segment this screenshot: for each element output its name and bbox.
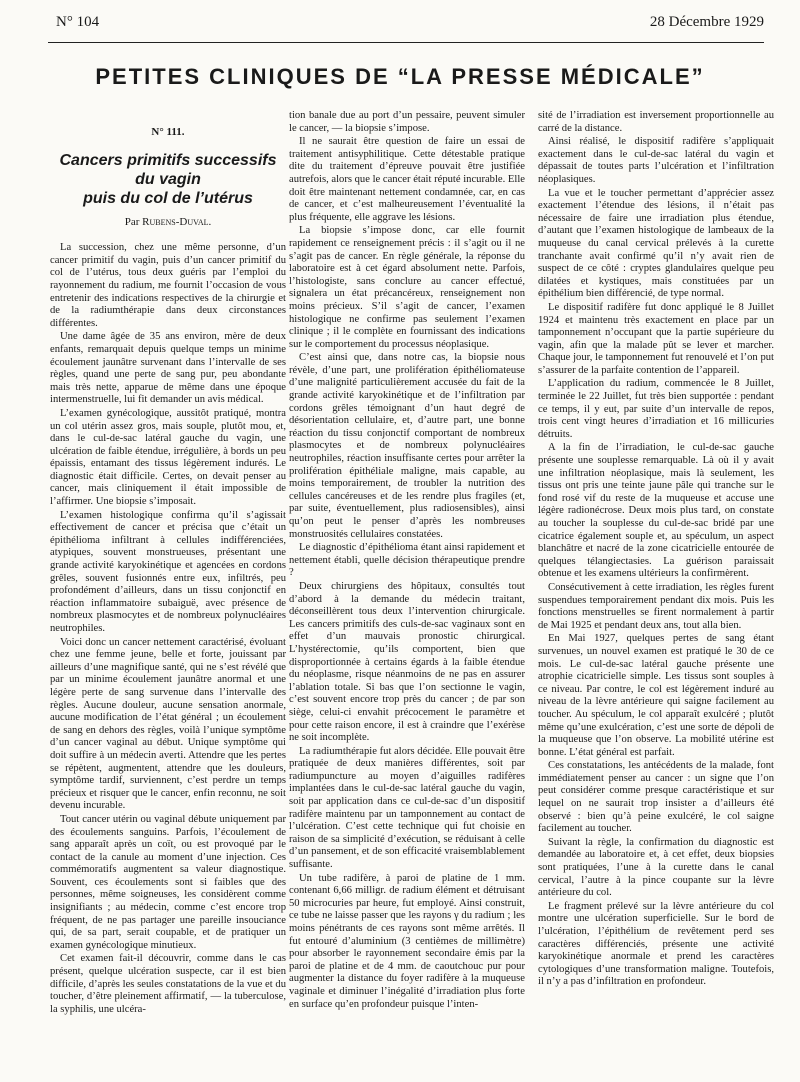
paragraph: En Mai 1927, quelques pertes de sang étant survenues, un nouvel examen est pratiqué le 30 de ce mois. Le cul-de-sac latéral gauche présente une atrophie cicatricielle simple. Les tissus sont souples à ce niveau. Par contre, le col est légèrement induré au niveau de la lèvre antérieure qui saigne facilement au toucher. Au spéculum, le col apparaît exulcéré ; plutôt même qu’une exulcération, c’est une sorte de dépoli de la muqueuse que l’on observe. La mobilité utérine est bonne. L’état général est parfait. (538, 633, 774, 758)
paragraph: Une dame âgée de 35 ans environ, mère de deux enfants, remarquait depuis quelque temps un minime écoulement jaunâtre survenant dans l’intervalle de ses règles, quand une perte de sang pur, peu abondante mais très nette, apparue de même dans une époque intermenstruelle, lui fit demander un avis médical. (50, 331, 286, 406)
paragraph: Le fragment prélevé sur la lèvre antérieure du col montre une ulcération superficielle. Sur le bord de l’ulcération, l’épithélium de revêtement perd ses caractères différenciés, présente une activité karyokinétique anormale et prend les caractères cytologiques d’une transformation maligne. Toutefois, il n’y a pas d’infiltration en profondeur. (538, 900, 774, 988)
paragraph: Ces constatations, les antécédents de la malade, font immédiatement penser au cancer : un signe que l’on peut considérer comme presque caractéristique et sur lequel on ne saurait trop insister a d’ailleurs été observé : bien qu’à peine exulcéré, le col saigne facilement au toucher. (538, 760, 774, 835)
page-header (56, 14, 764, 38)
paragraph: Deux chirurgiens des hôpitaux, consultés tout d’abord à la demande du médecin traitant, déconseillèrent tous deux l’intervention chirurgicale. Les cancers primitifs des culs-de-sac vaginaux sont en effet d’un mauvais pronostic chirurgical. L’hystérectomie, qu’ils comportent, bien que disproportionnée à certains égards à la faible étendue du néoplasme, risque néanmoins de ne pas en assurer l’ablation totale. Si bas que l’on sectionne le vagin, c’est souvent encore trop près du cancer ; de par son siège, celui-ci envahit précocement le paramètre et pour cette raison encore, il est à craindre que l’exérèse ne soit incomplète. (289, 580, 525, 744)
paragraph: Il ne saurait être question de faire un essai de traitement antisyphilitique. Cette détestable pratique dite du traitement d’épreuve pouvait être justifiée autrefois, alors que le cancer était réputé incurable. Elle doit être maintenant nettement condamnée, car, en cas de cancer, et c’est malheureusement l’éventualité la plus fréquente, elle aggrave les lésions. (289, 136, 525, 223)
article-title-line: du vagin (135, 170, 201, 188)
column-1 (50, 122, 286, 1017)
article-number: N° 111. (151, 126, 185, 138)
paragraph: tion banale due au port d’un pessaire, peuvent simuler le cancer, — la biopsie s’impose. (289, 110, 525, 134)
paragraph: L’examen gynécologique, aussitôt pratiqué, montra un col utérin assez gros, mais souple, plutôt mou, et, dans le cul-de-sac latéral gauche du vagin, une ulcération de faible étendue, irrégulière, à bords un peu épaissis, entamant des tissus légèrement indurés. Le diagnostic était difficile. Certes, on devait penser au cancer, mais cliniquement il était impossible de l’affirmer. Une biopsie s’imposait. (50, 407, 286, 508)
article-title-line: puis du col de l’utérus (83, 189, 253, 207)
header-rule (48, 42, 764, 43)
paragraph: C’est ainsi que, dans notre cas, la biopsie nous révèle, d’une part, une prolifération épithéliomateuse d’une malignité particulièrement accusée du fait de la grande activité karyokinétique et de l’infiltration par cordons grêles témoignant d’un haut degré de désorientation cellulaire, et, d’autre part, une bonne réaction du tissu conjonctif comportant de nombreux plasmocytes et de nombreux polynucléaires neutrophiles, réaction insuffisante certes pour arrêter la prolifération épithéliale maligne, mais capable, au moins temporairement, de troubler la nutrition des cellules cancéreuses et de les rendre plus fragiles (et, par suite, éventuellement, plus radiosensibles), ainsi qu’on peut le penser d’après les nombreuses monstruosités cellulaires constatées. (289, 352, 525, 540)
paragraph: sité de l’irradiation est inversement proportionnelle au carré de la distance. (538, 110, 774, 134)
paragraph: L’examen histologique confirma qu’il s’agissait effectivement de cancer et précisa que c’était un épithélioma infiltrant à cellules indifférenciées, atypiques, souvent monstrueuses, présentant une grande activité karyokinétique et agencées en cordons grêles, souvent fusionnés entre eux, infiltrés, peu profondément d’ailleurs, dans un tissu conjonctif en réaction inflammatoire subaiguë, avec présence de nombreux plasmocytes et de nombreux polynucléaires neutrophiles. (50, 509, 286, 634)
issue-number: N° 104 (56, 14, 100, 30)
paragraph: Un tube radifère, à paroi de platine de 1 mm. contenant 6,66 milligr. de radium élément et détruisant 50 microcuries par heure, fut employé. Ainsi construit, ce tube ne laisse passer que les rayons γ du radium ; les moins pénétrants de ces rayons sont même arrêtés. Il fut entouré d’aluminium (3 centièmes de millimètre) pour absorber le rayonnement secondaire émis par la paroi de platine et de 4 mm. de caoutchouc pur pour augmenter la distance du foyer radifère à la muqueuse vaginale et diminuer l’inégalité d’irradiation plus forte en surface qu’en profondeur puisque l’inten- (289, 872, 525, 1010)
paragraph: Ainsi réalisé, le dispositif radifère s’appliquait exactement dans le cul-de-sac latéral du vagin et dépassait de toutes parts l’ulcération et l’infiltration néoplasiques. (538, 136, 774, 185)
paragraph: La succession, chez une même personne, d’un cancer primitif du vagin, puis d’un cancer primitif du col de l’utérus, tous deux guéris par l’emploi du rayonnement du radium, me fournit l’occasion de vous entretenir des indications respectives de la chirurgie et de la radiumthérapie dans deux circonstances différentes. (50, 242, 286, 329)
paragraph: Consécutivement à cette irradiation, les règles furent suspendues temporairement pendant dix mois. Puis les fonctions menstruelles se firent normalement à partir de Mai 1925 et pendant deux ans, tout alla bien. (538, 581, 774, 631)
section-title: PETITES CLINIQUES DE “LA PRESSE MÉDICALE” (95, 64, 705, 89)
paragraph: L’application du radium, commencée le 8 Juillet, terminée le 22 Juillet, fut très bien supportée : pendant ce temps, il y eut, par suite d’un intervalle de repos, trois cent vingt heures d’irradiation et 16 millicuries détruits. (538, 378, 774, 440)
paragraph: Le dispositif radifère fut donc appliqué le 8 Juillet 1924 et maintenu très exactement en place par un tamponnement n’occupant que la partie supérieure du vagin, afin que la malade pût se lever et marcher. Chaque jour, le tamponnement fut renouvelé et l’on put s’assurer de la parfaite contention de l’appareil. (538, 301, 774, 376)
article-title (50, 151, 286, 208)
paragraph: Tout cancer utérin ou vaginal débute uniquement par des écoulements sanguins. Parfois, l’écoulement de sang apparaît après un coït, ou est provoqué par le contact de la canule au moment d’une injection. Ces commémoratifs augmentent sa valeur diagnostique. Souvent, ces écoulements sont si faibles que des personnes, même soigneuses, les considèrent comme insignifiants ; au médecin, comme c’est encore trop fréquent, de ne pas partager une pareille insouciance qui, de sa part, serait coupable, et de pratiquer un examen gynécologique minutieux. (50, 813, 286, 951)
issue-date: 28 Décembre 1929 (649, 14, 764, 30)
paragraph: La radiumthérapie fut alors décidée. Elle pouvait être pratiquée de deux manières différentes, soit par radiumpuncture au moyen d’aiguilles radifères implantées dans le cul-de-sac latéral gauche du vagin, soit par application dans ce cul-de-sac d’un dispositif radifère maintenu par un tamponnement au contact de l’ulcération. C’est cette technique qui fut choisie en raison de sa simplicité d’exécution, se réduisant à celle d’un pansement, et de son efficacité vraisemblablement suffisante. (289, 745, 525, 871)
column-2 (289, 110, 525, 1012)
paragraph: Voici donc un cancer nettement caractérisé, évoluant chez une femme jeune, belle et forte, jouissant par ailleurs d’une magnifique santé, qui ne s’est révélé que par un minime écoulement jaunâtre anormal et une légère perte de sang survenue dans l’intervalle des règles. Aucune douleur, aucune sensation anormale, aucune modification de l’état général ; un écoulement de sang en dehors des règles, voilà l’unique symptôme d’un cancer vaginal au début. Unique symptôme qui doit suffire à un médecin averti. Attendre que les pertes se répètent, augmentent, attendre que les douleurs, symptôme tardif, surviennent, c’est perdre un temps précieux et risquer que le cancer, enfin reconnu, ne soit devenu incurable. (50, 636, 286, 812)
paragraph: Le diagnostic d’épithélioma étant ainsi rapidement et nettement établi, quelle décision thérapeutique prendre ? (289, 542, 525, 579)
column-3 (538, 110, 774, 990)
paragraph: La biopsie s’impose donc, car elle fournit rapidement ce renseignement précis : il s’agit ou il ne s’agit pas de cancer. En règle générale, la réponse du laboratoire est à cet égard absolument nette. Parfois, l’histologiste, sans conclure au cancer effectué, signalera un état précancéreux, renseignement non moins précieux. S’il s’agit de cancer, l’examen histologique ne confirme pas seulement l’examen clinique ; il le complète en fournissant des indications sur le comportement du processus néoplasique. (289, 225, 525, 350)
paragraph: Cet examen fait-il découvrir, comme dans le cas présent, quelque ulcération suspecte, car il est bien difficile, d’après les seules constatations de la vue et du toucher, d’être pleinement affirmatif, — la tuberculose, la syphilis, une ulcéra- (50, 953, 286, 1015)
byline-prefix: Par (124, 215, 140, 228)
article-title-line: Cancers primitifs successifs (59, 151, 277, 169)
paragraph: Suivant la règle, la confirmation du diagnostic est demandée au laboratoire et, à cet effet, deux biopsies sont pratiquées, l’une à la curette dans le canal cervical, l’autre à la pince coupante sur la lèvre antérieure du col. (538, 836, 774, 899)
paragraph: La vue et le toucher permettant d’apprécier assez exactement l’étendue des lésions, il n’était pas nécessaire de faire une irradiation plus étendue, d’autant que l’examen histologique de lambeaux de la muqueuse du canal cervical prélevés à la curette tranchante avait confirmé qu’il n’y avait rien de suspect de ce côté : cryptes glandulaires quelque peu dilatées et kystiques, mais constituées par un épithélium bien différencié, de type normal. (538, 187, 774, 300)
author-name: Rubens-Duval. (142, 215, 212, 228)
byline (50, 216, 286, 229)
paragraph: A la fin de l’irradiation, le cul-de-sac gauche présente une souplesse remarquable. Là où il y avait une infiltration néoplasique, mais là seulement, les tissus ont pris une teinte jaune pâle qui tranche sur le fond rosé vif du reste de la muqueuse et accuse une légère radionécrose. Deux mois plus tard, on constate au toucher la souplesse du cul-de-sac bridé par une cicatrice également souple et, au spéculum, un aspect blanchâtre et nacré de la zone cicatricielle entourée de quelques télangiectasies. La guérison paraissait obtenue et les examens ultérieurs la confirmèrent. (538, 442, 774, 580)
